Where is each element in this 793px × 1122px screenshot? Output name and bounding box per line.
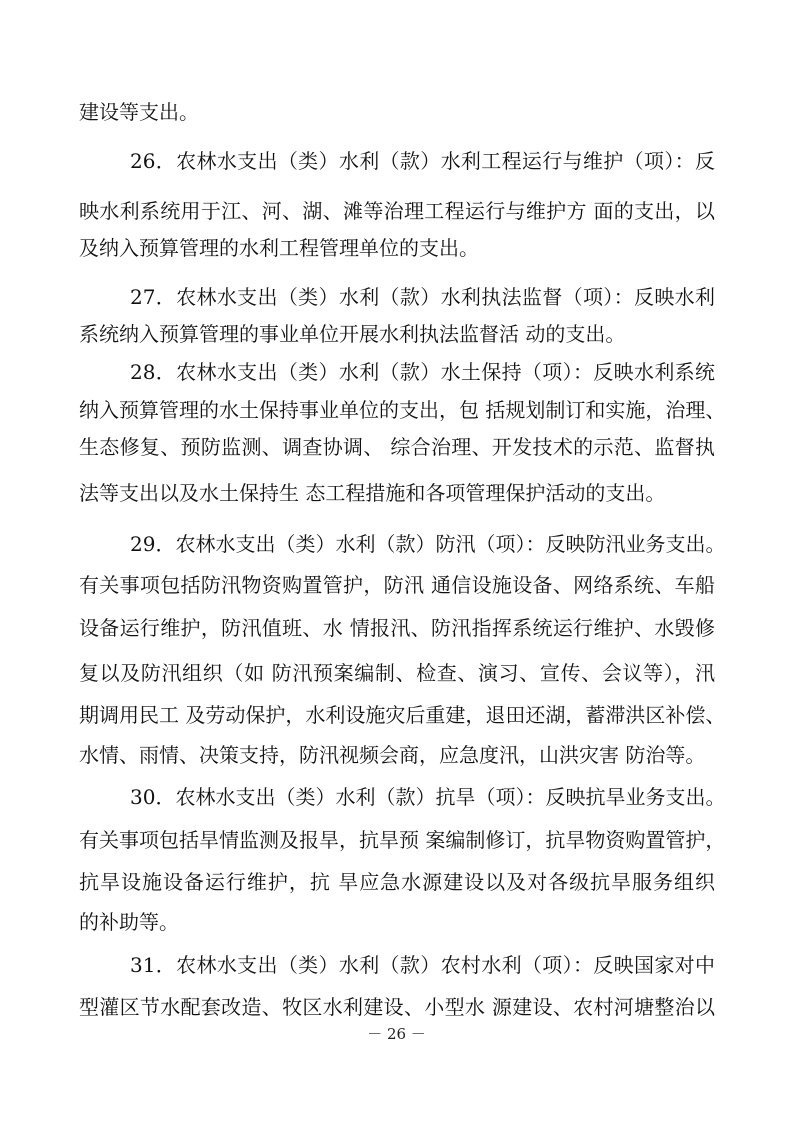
text-line: 映水利系统用于江、河、湖、滩等治理工程运行与维护方 面的支出，以 bbox=[79, 199, 715, 223]
text-line: 系统纳入预算管理的事业单位开展水利执法监督活 动的支出。 bbox=[79, 322, 626, 346]
text-line: 26．农林水支出（类）水利（款）水利工程运行与维护（项）：反 bbox=[130, 149, 715, 173]
page-number: － 26 － bbox=[367, 1025, 426, 1043]
text-line: 建设等支出。 bbox=[79, 100, 199, 124]
text-line: 27．农林水支出（类）水利（款）水利执法监督（项）：反映水利 bbox=[130, 285, 715, 309]
text-line: 有关事项包括旱情监测及报旱，抗旱预 案编制修订，抗旱物资购置管护， bbox=[79, 828, 726, 852]
text-line: 的补助等。 bbox=[79, 910, 179, 934]
text-line: 抗旱设施设备运行维护，抗 旱应急水源建设以及对各级抗旱服务组织 bbox=[79, 870, 715, 894]
text-line: 设备运行维护，防汛值班、水 情报汛、防汛指挥系统运行维护、水毁修 bbox=[79, 616, 715, 640]
text-line: 期调用民工 及劳动保护，水利设施灾后重建，退田还湖，蓄滞洪区补偿、 bbox=[79, 703, 726, 727]
text-line: 30．农林水支出（类）水利（款）抗旱（项）：反映抗旱业务支出。 bbox=[130, 785, 726, 809]
text-line: 型灌区节水配套改造、牧区水利建设、小型水 源建设、农村河塘整治以 bbox=[79, 995, 715, 1019]
text-line: 29．农林水支出（类）水利（款）防汛（项）：反映防汛业务支出。 bbox=[130, 532, 726, 556]
text-line: 复以及防汛组织（如 防汛预案编制、检查、演习、宣传、会议等），汛 bbox=[79, 661, 715, 685]
text-line: 生态修复、预防监测、调查协调、 综合治理、开发技术的示范、监督执 bbox=[79, 435, 715, 459]
text-line: 28．农林水支出（类）水利（款）水土保持（项）：反映水利系统 bbox=[130, 360, 715, 384]
text-line: 有关事项包括防汛物资购置管护，防汛 通信设施设备、网络系统、车船 bbox=[79, 573, 715, 597]
text-line: 法等支出以及水土保持生 态工程措施和各项管理保护活动的支出。 bbox=[79, 481, 666, 505]
text-line: 及纳入预算管理的水利工程管理单位的支出。 bbox=[79, 236, 479, 260]
text-line: 31．农林水支出（类）水利（款）农村水利（项）：反映国家对中 bbox=[130, 953, 715, 977]
text-line: 纳入预算管理的水土保持事业单位的支出，包 括规划制订和实施，治理、 bbox=[79, 398, 726, 422]
text-line: 水情、雨情、决策支持，防汛视频会商，应急度汛，山洪灾害 防治等。 bbox=[79, 743, 706, 767]
